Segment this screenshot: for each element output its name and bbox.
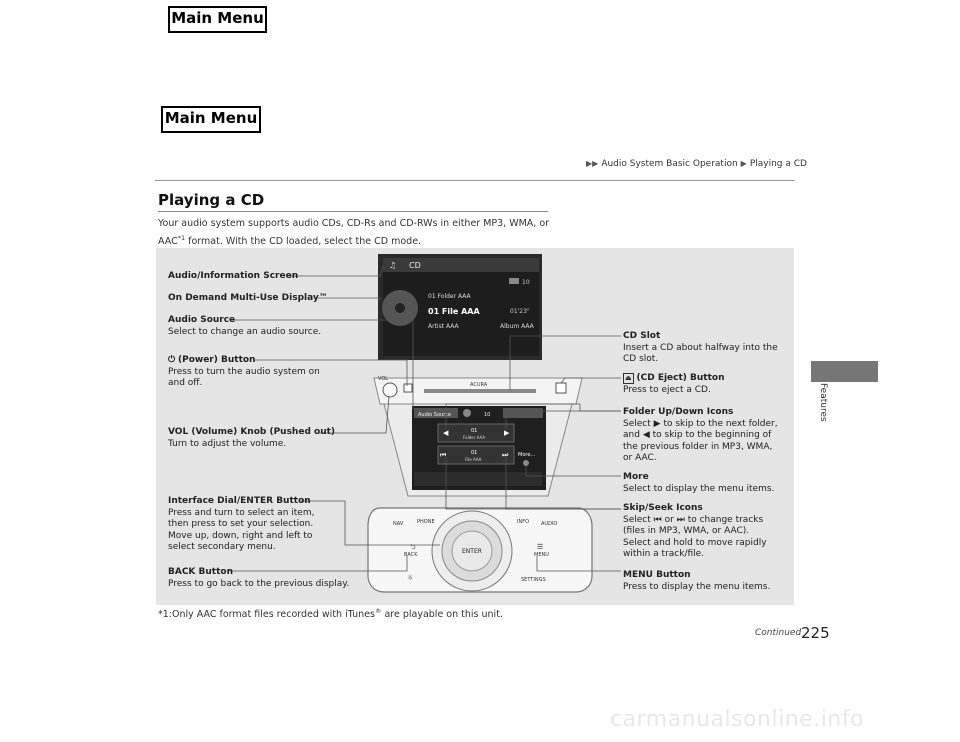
audio-button-label: AUDIO (541, 521, 558, 527)
lower-screen-tab (503, 408, 543, 418)
skip-back-arrow-icon: ⏮ (653, 514, 662, 525)
skip-forward-icon: ⏭ (502, 451, 509, 459)
label-power-button: ⏻ (Power) Button Press to turn the audio system on and off. (168, 355, 320, 388)
settings-button-label: SETTINGS (521, 577, 546, 583)
label-skip-seek: Skip/Seek Icons Select ⏮ or ⏭ to change tracks (files in MP3, WMA, or AAC). Select and hold to move rapidly within a track/file. (623, 503, 767, 559)
lower-file-name: File AAA (465, 457, 482, 462)
power-icon: ⏻ (168, 355, 176, 365)
folder-up-arrow-icon: ▶ (653, 418, 661, 429)
page-number: 225 (801, 624, 830, 642)
label-cd-slot: CD Slot Insert a CD about halfway into the CD slot. (623, 331, 778, 364)
watermark: carmanualsonline.info (610, 707, 864, 732)
vol-knob (383, 383, 397, 397)
lower-bottom-bar (414, 472, 542, 486)
menu-icon: ☰ (537, 543, 544, 551)
eject-button (556, 383, 566, 393)
label-vol-knob: VOL (Volume) Knob (Pushed out) Turn to adjust the volume. (168, 427, 336, 449)
upper-screen-artist: Artist AAA (428, 323, 459, 330)
brightness-icon: ☼ (407, 574, 414, 582)
vol-label: VOL (378, 376, 389, 382)
main-menu-button-top[interactable]: Main Menu (168, 6, 267, 33)
lower-folder-number: 01 (471, 428, 478, 434)
breadcrumb-section-link[interactable]: Audio System Basic Operation (601, 159, 738, 169)
page-title: Playing a CD (158, 191, 265, 209)
breadcrumb-separator-icon: ▶ (740, 159, 747, 168)
label-interface-dial: Interface Dial/ENTER Button Press and turn to select an item, then press to set your selection. Move up, down, right and left to select secondary menu. (168, 496, 315, 552)
upper-screen-album: Album AAA (500, 323, 534, 330)
phone-button-label: PHONE (417, 519, 435, 525)
info-button-label: INFO (517, 519, 530, 525)
lower-folder-name: Folder AAA (463, 435, 486, 440)
section-tab[interactable] (811, 361, 878, 382)
nav-button-label: NAV (393, 521, 404, 527)
main-menu-button[interactable]: Main Menu (161, 106, 261, 133)
label-folder-icons: Folder Up/Down Icons Select ▶ to skip to the next folder, and ◀ to skip to the beginning of the previous folder in MP3, WMA, or AAC. (623, 407, 778, 463)
label-audio-info-screen: Audio/Information Screen (168, 271, 299, 281)
footnote: *1:Only AAC format files recorded with iTunes® are playable on this unit. (158, 607, 503, 621)
continued-label: Continued (755, 628, 802, 638)
power-button (404, 384, 412, 392)
folder-up-icon: ▶ (504, 429, 510, 437)
lower-volume-label: 10 (484, 412, 491, 418)
line-audio-info-screen (289, 266, 383, 276)
back-button-label: BACK (404, 552, 418, 558)
folder-down-arrow-icon: ◀ (642, 430, 650, 440)
label-odmd: On Demand Multi-Use Display™ (168, 293, 328, 303)
breadcrumb-page: Playing a CD (749, 159, 807, 169)
label-menu-button: MENU Button Press to display the menu items. (623, 570, 771, 592)
section-tab-label: Features (818, 383, 828, 422)
cd-slot (424, 389, 536, 393)
upper-screen-time: 01'23" (510, 308, 530, 315)
intro-line-2-post: format. With the CD loaded, select the CD mode. (185, 236, 422, 248)
folder-down-icon: ◀ (443, 429, 449, 437)
more-icon (523, 460, 529, 466)
eject-icon: ⏏ (625, 374, 632, 382)
volume-bar-icon (509, 278, 519, 284)
label-more: More Select to display the menu items. (623, 472, 775, 494)
intro-footnote-ref: *1 (177, 234, 186, 242)
breadcrumb-arrow-icon: ▶▶ (586, 159, 599, 168)
upper-screen-volume: 10 (522, 279, 530, 286)
label-eject-button: ⏏ (CD Eject) Button Press to eject a CD. (623, 373, 725, 395)
upper-screen-header (383, 258, 539, 272)
intro-line-1: Your audio system supports audio CDs, CD-Rs and CD-RWs in either MP3, WMA, or (158, 218, 550, 229)
lower-more-label: More... (518, 452, 536, 458)
brand-logo: ACURA (470, 382, 488, 388)
skip-forward-arrow-icon: ⏭ (676, 514, 685, 525)
upper-screen-mode: CD (409, 261, 421, 270)
label-audio-source: Audio Source Select to change an audio source. (168, 315, 322, 337)
upper-screen-file: 01 File AAA (428, 307, 480, 316)
lower-audio-source-label: Audio Source (418, 412, 451, 418)
skip-back-icon: ⏮ (440, 451, 447, 459)
enter-label: ENTER (462, 548, 482, 555)
lower-file-number: 01 (471, 450, 478, 456)
music-note-icon: ♫ (389, 261, 397, 270)
intro-line-2-pre: AAC (158, 236, 178, 248)
upper-screen-folder: 01 Folder AAA (428, 293, 471, 300)
section-tab-label-wrap (816, 383, 836, 428)
label-back-button: BACK Button Press to go back to the previous display. (168, 567, 350, 589)
menu-button-label: MENU (534, 552, 549, 558)
back-arrow-icon: ⮌ (410, 543, 416, 551)
knob-indicator-icon (463, 409, 471, 417)
